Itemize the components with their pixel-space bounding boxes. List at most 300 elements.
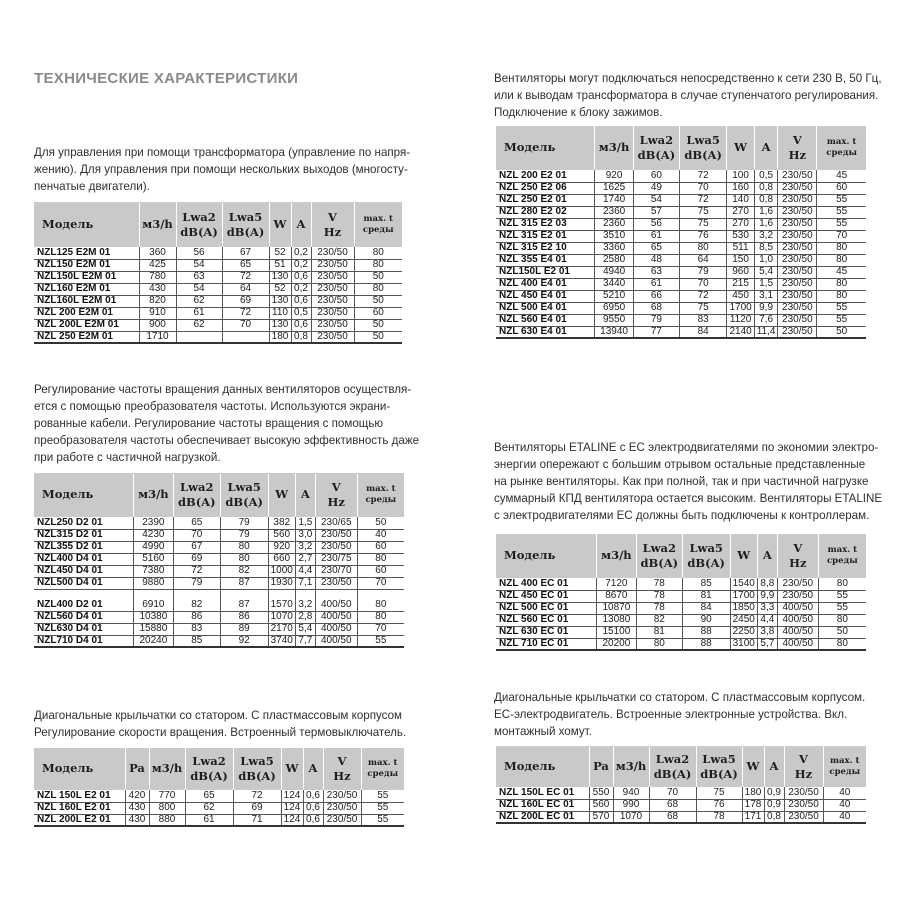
header-v: V Hz	[311, 202, 354, 247]
table-row	[34, 541, 404, 553]
model-cell: NZL500 D4 01	[34, 577, 133, 589]
value-cell: 52	[269, 283, 291, 295]
value-cell: 1120	[727, 314, 754, 326]
value-cell: 560	[268, 529, 295, 541]
value-cell: 3100	[730, 638, 757, 650]
header-tmax: max. t среды	[354, 202, 402, 247]
value-cell: 5210	[595, 290, 634, 302]
header-w: W	[742, 746, 764, 787]
value-cell: 80	[636, 638, 682, 650]
value-cell: 2390	[133, 517, 173, 529]
value-cell: 215	[727, 278, 754, 290]
text-line: Регулирование частоты вращения данных вентиляторов осуществля-	[34, 383, 412, 396]
value-cell: 1930	[268, 577, 295, 589]
value-cell: 83	[679, 314, 727, 326]
value-cell: 78	[636, 590, 682, 602]
value-cell: 86	[173, 611, 220, 623]
value-cell: 70	[679, 278, 727, 290]
model-cell: NZL 450 EC 01	[496, 590, 596, 602]
value-cell: 85	[173, 635, 220, 647]
value-cell: 940	[613, 787, 649, 799]
header-a: A	[303, 748, 323, 790]
value-cell: 230/50	[784, 799, 823, 811]
text-line: рованные кабели. Регулирование частоты вращения с помощью	[34, 417, 384, 430]
value-cell: 60	[633, 170, 679, 182]
value-cell: 5160	[133, 553, 173, 565]
value-cell: 6910	[133, 599, 173, 611]
value-cell: 8,8	[757, 578, 777, 590]
table-row	[496, 194, 866, 206]
header-a: A	[291, 202, 311, 247]
value-cell: 55	[357, 635, 404, 647]
model-cell: NZL315 D2 01	[34, 529, 133, 541]
table-row	[496, 242, 866, 254]
value-cell: 84	[679, 326, 727, 338]
value-cell: 61	[633, 230, 679, 242]
value-cell: 86	[220, 611, 268, 623]
header-tmax: max. t среды	[823, 746, 866, 787]
value-cell: 130	[269, 319, 291, 331]
value-cell: 48	[633, 254, 679, 266]
table-row	[34, 802, 404, 814]
model-cell: NZL160 E2M 01	[34, 283, 139, 295]
value-cell: 230/50	[784, 787, 823, 799]
table-row	[34, 331, 402, 343]
value-cell: 64	[679, 254, 727, 266]
value-cell: 160	[727, 182, 754, 194]
model-cell: NZL 200L E2M 01	[34, 319, 139, 331]
value-cell: 0,8	[754, 182, 778, 194]
value-cell: 79	[633, 314, 679, 326]
spec-table-ec-diagonal	[496, 746, 866, 824]
value-cell: 67	[173, 541, 220, 553]
value-cell: 8,5	[754, 242, 778, 254]
model-cell: NZL150L E2M 01	[34, 271, 139, 283]
value-cell: 780	[139, 271, 176, 283]
value-cell: 230/50	[778, 302, 817, 314]
model-cell: NZL 630 E4 01	[496, 326, 595, 338]
value-cell: 70	[817, 230, 866, 242]
header-lwa2: Lwa2 dB(A)	[649, 746, 696, 787]
value-cell: 79	[220, 529, 268, 541]
table-row	[34, 259, 402, 271]
value-cell: 230/75	[315, 553, 357, 565]
value-cell: 68	[633, 302, 679, 314]
value-cell: 425	[139, 259, 176, 271]
model-cell: NZL 315 E2 01	[496, 230, 595, 242]
value-cell: 63	[633, 266, 679, 278]
text-line: Для управления при помощи трансформатора (управление по напря-	[34, 146, 411, 159]
value-cell: 0,9	[764, 799, 784, 811]
value-cell: 62	[185, 802, 233, 814]
value-cell: 65	[173, 517, 220, 529]
value-cell: 430	[139, 283, 176, 295]
table-row	[496, 278, 866, 290]
value-cell: 54	[176, 283, 222, 295]
value-cell: 660	[268, 553, 295, 565]
value-cell	[222, 331, 269, 343]
value-cell: 79	[173, 577, 220, 589]
model-cell: NZL 160L EC 01	[496, 799, 589, 811]
header-tmax: max. t среды	[361, 748, 404, 790]
table-row	[34, 529, 404, 541]
value-cell: 80	[817, 254, 866, 266]
value-cell: 130	[269, 295, 291, 307]
value-cell: 0,6	[291, 271, 311, 283]
value-cell: 1850	[730, 602, 757, 614]
model-cell: NZL630 D4 01	[34, 623, 133, 635]
text-line: Диагональные крыльчатки со статором. С пластмассовым корпусом	[34, 709, 403, 722]
spacer-cell	[315, 589, 357, 599]
value-cell: 171	[742, 811, 764, 823]
value-cell: 3,2	[295, 541, 315, 553]
value-cell: 80	[817, 290, 866, 302]
value-cell: 68	[649, 799, 696, 811]
value-cell: 3,0	[295, 529, 315, 541]
value-cell: 20200	[596, 638, 636, 650]
value-cell: 230/50	[311, 295, 354, 307]
value-cell: 1,5	[295, 517, 315, 529]
value-cell: 0,6	[303, 814, 323, 826]
text-line: на рынке вентиляторы. Как при полной, так и при частичной нагрузке	[494, 475, 869, 488]
value-cell: 66	[633, 290, 679, 302]
value-cell: 9,9	[754, 302, 778, 314]
value-cell: 230/50	[323, 790, 361, 802]
value-cell: 80	[357, 611, 404, 623]
header-pa: Pa	[125, 748, 149, 790]
value-cell: 85	[682, 578, 730, 590]
spacer-cell	[220, 589, 268, 599]
spacer-cell	[34, 589, 133, 599]
header-lwa5: Lwa5 dB(A)	[220, 473, 268, 517]
model-cell: NZL150L E2 01	[496, 266, 595, 278]
value-cell: 1710	[139, 331, 176, 343]
spacer-cell	[268, 589, 295, 599]
value-cell: 3740	[268, 635, 295, 647]
value-cell: 9,9	[757, 590, 777, 602]
value-cell: 62	[176, 295, 222, 307]
value-cell: 65	[222, 259, 269, 271]
value-cell: 80	[357, 599, 404, 611]
value-cell: 80	[818, 638, 866, 650]
value-cell: 88	[682, 626, 730, 638]
value-cell: 3360	[595, 242, 634, 254]
value-cell: 69	[173, 553, 220, 565]
value-cell: 1540	[730, 578, 757, 590]
value-cell: 78	[636, 602, 682, 614]
value-cell: 40	[823, 811, 866, 823]
value-cell: 230/50	[311, 331, 354, 343]
value-cell: 56	[176, 247, 222, 259]
header-m3h: м3/h	[613, 746, 649, 787]
value-cell: 63	[176, 271, 222, 283]
value-cell: 1700	[730, 590, 757, 602]
header-tmax: max. t среды	[817, 126, 866, 170]
value-cell: 60	[817, 182, 866, 194]
model-cell: NZL 150L EC 01	[496, 787, 589, 799]
value-cell: 76	[696, 799, 742, 811]
section6-description	[494, 689, 865, 740]
model-cell: NZL710 D4 01	[34, 635, 133, 647]
table-row	[496, 266, 866, 278]
page-title: ТЕХНИЧЕСКИЕ ХАРАКТЕРИСТИКИ	[34, 70, 299, 87]
section2-description	[34, 381, 419, 466]
value-cell: 50	[817, 326, 866, 338]
value-cell: 400/50	[315, 635, 357, 647]
header-lwa5: Lwa5 dB(A)	[233, 748, 281, 790]
value-cell: 550	[589, 787, 613, 799]
value-cell: 3,2	[295, 599, 315, 611]
model-cell: NZL150 E2M 01	[34, 259, 139, 271]
header-v: V Hz	[784, 746, 823, 787]
header-w: W	[269, 202, 291, 247]
table-row	[496, 626, 866, 638]
model-cell: NZL 250 E2 06	[496, 182, 595, 194]
value-cell: 5,4	[295, 623, 315, 635]
model-cell: NZL125 E2M 01	[34, 247, 139, 259]
value-cell: 70	[679, 182, 727, 194]
value-cell: 382	[268, 517, 295, 529]
value-cell: 87	[220, 577, 268, 589]
value-cell: 79	[220, 517, 268, 529]
value-cell: 60	[357, 541, 404, 553]
header-model: Модель	[34, 748, 125, 790]
value-cell: 9550	[595, 314, 634, 326]
model-cell: NZL 160L E2 01	[34, 802, 125, 814]
model-cell: NZL250 D2 01	[34, 517, 133, 529]
value-cell: 51	[269, 259, 291, 271]
header-w: W	[268, 473, 295, 517]
table-row	[496, 578, 866, 590]
spec-table-e2m	[34, 202, 402, 344]
table-row	[496, 811, 866, 823]
value-cell: 920	[595, 170, 634, 182]
value-cell: 75	[679, 302, 727, 314]
value-cell: 4990	[133, 541, 173, 553]
value-cell: 2,7	[295, 553, 315, 565]
value-cell: 230/50	[311, 319, 354, 331]
value-cell: 45	[817, 266, 866, 278]
value-cell: 79	[679, 266, 727, 278]
value-cell: 50	[818, 626, 866, 638]
value-cell: 11,4	[754, 326, 778, 338]
table-row	[496, 799, 866, 811]
value-cell: 880	[149, 814, 185, 826]
value-cell: 1,6	[754, 218, 778, 230]
value-cell: 72	[222, 307, 269, 319]
header-model: Модель	[496, 746, 589, 787]
value-cell: 89	[220, 623, 268, 635]
value-cell: 150	[727, 254, 754, 266]
model-cell: NZL 400 EC 01	[496, 578, 596, 590]
value-cell: 230/50	[315, 541, 357, 553]
model-cell: NZL 315 E2 10	[496, 242, 595, 254]
value-cell: 75	[696, 787, 742, 799]
value-cell: 64	[222, 283, 269, 295]
value-cell: 55	[361, 814, 404, 826]
value-cell: 70	[357, 577, 404, 589]
value-cell: 69	[222, 295, 269, 307]
value-cell: 72	[222, 271, 269, 283]
header-a: A	[757, 534, 777, 578]
value-cell: 5,7	[757, 638, 777, 650]
table-row	[34, 247, 402, 259]
value-cell: 0,6	[291, 319, 311, 331]
value-cell: 7120	[596, 578, 636, 590]
value-cell: 2450	[730, 614, 757, 626]
model-cell: NZL 250 E2 01	[496, 194, 595, 206]
value-cell: 15880	[133, 623, 173, 635]
header-model: Модель	[34, 202, 139, 247]
model-cell: NZL 500 E4 01	[496, 302, 595, 314]
value-cell: 7,7	[295, 635, 315, 647]
value-cell: 83	[173, 623, 220, 635]
header-lwa2: Lwa2 dB(A)	[173, 473, 220, 517]
spacer-cell	[357, 589, 404, 599]
value-cell: 230/65	[315, 517, 357, 529]
value-cell: 3,3	[757, 602, 777, 614]
table-row	[496, 326, 866, 338]
header-a: A	[754, 126, 778, 170]
value-cell: 0,6	[303, 790, 323, 802]
text-line: ется с помощью преобразователя частоты. Используются экрани-	[34, 400, 391, 413]
value-cell: 69	[233, 802, 281, 814]
value-cell: 55	[818, 602, 866, 614]
value-cell: 80	[679, 242, 727, 254]
text-line: Вентиляторы могут подключаться непосредственно к сети 230 В, 50 Гц,	[494, 72, 882, 85]
spacer-cell	[173, 589, 220, 599]
model-cell: NZL160L E2M 01	[34, 295, 139, 307]
table-row	[34, 599, 404, 611]
value-cell: 0,2	[291, 283, 311, 295]
table-row	[496, 302, 866, 314]
value-cell: 400/50	[315, 611, 357, 623]
value-cell: 0,8	[291, 331, 311, 343]
table-row	[496, 254, 866, 266]
value-cell: 400/50	[777, 614, 818, 626]
table-row	[496, 638, 866, 650]
value-cell: 52	[269, 247, 291, 259]
value-cell: 50	[354, 319, 402, 331]
value-cell: 230/50	[311, 307, 354, 319]
model-cell: NZL 280 E2 02	[496, 206, 595, 218]
value-cell: 230/50	[778, 182, 817, 194]
section4-description	[494, 70, 882, 121]
value-cell: 420	[125, 790, 149, 802]
value-cell: 10380	[133, 611, 173, 623]
model-cell: NZL450 D4 01	[34, 565, 133, 577]
value-cell: 55	[361, 802, 404, 814]
value-cell: 40	[357, 529, 404, 541]
header-m3h: м3/h	[139, 202, 176, 247]
table-row	[34, 577, 404, 589]
value-cell: 110	[269, 307, 291, 319]
value-cell: 7,1	[295, 577, 315, 589]
value-cell: 13080	[596, 614, 636, 626]
value-cell: 180	[269, 331, 291, 343]
value-cell: 230/50	[778, 266, 817, 278]
value-cell: 55	[817, 194, 866, 206]
value-cell: 0,6	[303, 802, 323, 814]
model-cell: NZL 150L E2 01	[34, 790, 125, 802]
value-cell: 270	[727, 206, 754, 218]
value-cell: 61	[633, 278, 679, 290]
value-cell: 2140	[727, 326, 754, 338]
model-cell: NZL 200 E2 01	[496, 170, 595, 182]
value-cell: 230/50	[315, 529, 357, 541]
value-cell: 55	[817, 302, 866, 314]
table-row	[34, 790, 404, 802]
value-cell: 124	[281, 802, 303, 814]
value-cell: 230/50	[311, 271, 354, 283]
value-cell: 400/50	[315, 623, 357, 635]
header-lwa2: Lwa2 dB(A)	[636, 534, 682, 578]
model-cell: NZL 630 EC 01	[496, 626, 596, 638]
value-cell: 6950	[595, 302, 634, 314]
value-cell: 76	[679, 230, 727, 242]
value-cell: 15100	[596, 626, 636, 638]
value-cell: 70	[173, 529, 220, 541]
value-cell: 72	[233, 790, 281, 802]
value-cell: 1070	[268, 611, 295, 623]
header-v: V Hz	[315, 473, 357, 517]
value-cell: 62	[176, 319, 222, 331]
model-cell: NZL 560 EC 01	[496, 614, 596, 626]
value-cell: 770	[149, 790, 185, 802]
header-w: W	[727, 126, 754, 170]
value-cell: 230/50	[778, 242, 817, 254]
value-cell: 50	[354, 295, 402, 307]
spec-table-ec	[496, 534, 866, 651]
value-cell: 7380	[133, 565, 173, 577]
value-cell: 72	[173, 565, 220, 577]
value-cell: 72	[679, 194, 727, 206]
value-cell: 400/50	[777, 638, 818, 650]
value-cell: 130	[269, 271, 291, 283]
value-cell: 2360	[595, 218, 634, 230]
value-cell: 61	[185, 814, 233, 826]
table-row	[496, 590, 866, 602]
value-cell: 4,4	[757, 614, 777, 626]
header-v: V Hz	[777, 534, 818, 578]
value-cell: 230/50	[323, 814, 361, 826]
header-m3h: м3/h	[595, 126, 634, 170]
table-row	[496, 614, 866, 626]
value-cell: 55	[817, 206, 866, 218]
model-cell: NZL400 D4 01	[34, 553, 133, 565]
value-cell: 124	[281, 814, 303, 826]
value-cell: 400/50	[777, 626, 818, 638]
header-model: Модель	[496, 534, 596, 578]
table-row	[496, 182, 866, 194]
value-cell: 80	[354, 259, 402, 271]
value-cell: 65	[185, 790, 233, 802]
value-cell	[176, 331, 222, 343]
header-v: V Hz	[323, 748, 361, 790]
header-m3h: м3/h	[596, 534, 636, 578]
spec-table-e2	[34, 748, 404, 827]
table-row	[34, 565, 404, 577]
value-cell: 1625	[595, 182, 634, 194]
value-cell: 100	[727, 170, 754, 182]
model-cell: NZL 250 E2M 01	[34, 331, 139, 343]
value-cell: 910	[139, 307, 176, 319]
header-m3h: м3/h	[133, 473, 173, 517]
header-lwa2: Lwa2 dB(A)	[185, 748, 233, 790]
value-cell: 360	[139, 247, 176, 259]
value-cell: 230/50	[778, 314, 817, 326]
table-row	[496, 218, 866, 230]
